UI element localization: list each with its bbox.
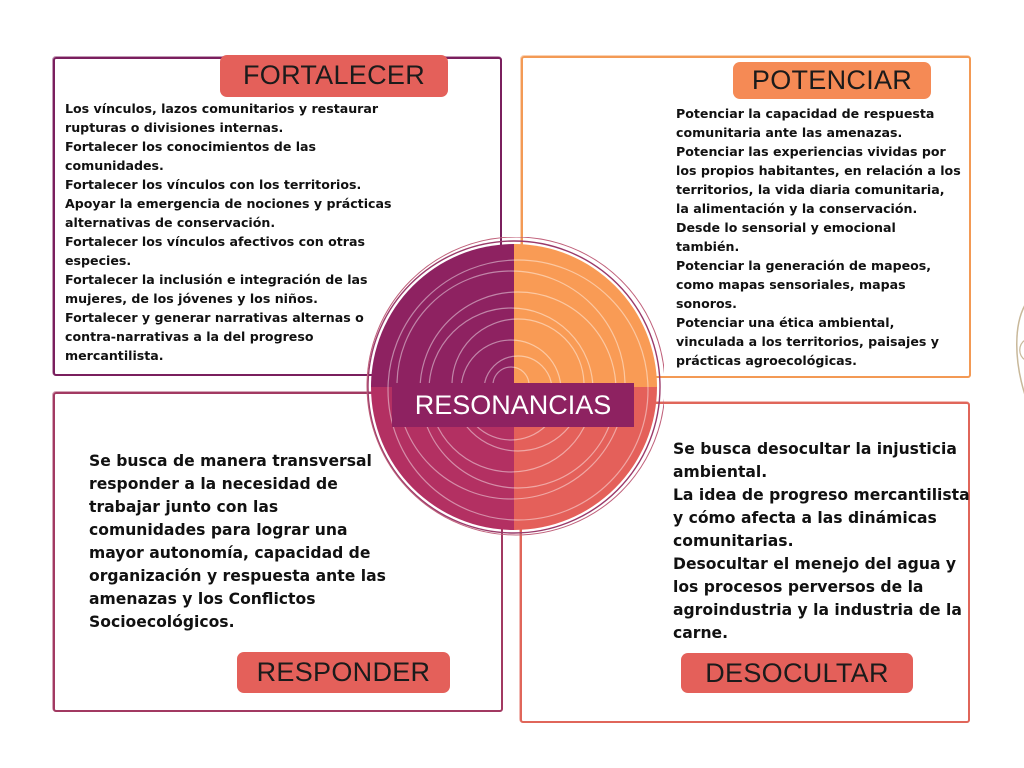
text-line: rupturas o divisiones internas.: [65, 120, 284, 135]
text-line: sonoros.: [676, 296, 737, 311]
text-line: comunidades para lograr una: [89, 521, 348, 539]
text-line: ambiental.: [673, 463, 768, 481]
text-line: Potenciar la generación de mapeos,: [676, 258, 932, 273]
text-line: territorios, la vida diaria comunitaria,: [676, 182, 945, 197]
text-line: comunitarias.: [673, 532, 794, 550]
text-line: Desde lo sensorial y emocional: [676, 220, 896, 235]
text-line: responder a la necesidad de: [89, 475, 338, 493]
text-line: alternativas de conservación.: [65, 215, 276, 230]
text-line: y cómo afecta a las dinámicas: [673, 509, 937, 527]
text-line: los procesos perversos de la: [673, 578, 924, 596]
text-line: Desocultar el menejo del agua y: [673, 555, 957, 573]
leaf-decoration: [1006, 300, 1024, 400]
text-line: prácticas agroecológicas.: [676, 353, 857, 368]
text-line: mercantilista.: [65, 348, 164, 363]
text-line: los propios habitantes, en relación a los: [676, 163, 961, 178]
text-line: contra-narrativas a la del progreso: [65, 329, 314, 344]
text-line: vinculada a los territorios, paisajes y: [676, 334, 939, 349]
responder-text: [89, 450, 386, 634]
text-line: trabajar junto con las: [89, 498, 279, 516]
responder-label: RESPONDER: [237, 652, 450, 693]
text-line: Se busca desocultar la injusticia: [673, 440, 957, 458]
desocultar-label: DESOCULTAR: [681, 653, 913, 693]
text-line: La idea de progreso mercantilista: [673, 486, 970, 504]
text-line: especies.: [65, 253, 132, 268]
text-line: Fortalecer los vínculos afectivos con otras: [65, 234, 365, 249]
text-line: la alimentación y la conservación.: [676, 201, 918, 216]
text-line: como mapas sensoriales, mapas: [676, 277, 906, 292]
text-line: comunitaria ante las amenazas.: [676, 125, 903, 140]
text-line: Fortalecer los conocimientos de las: [65, 139, 317, 154]
text-line: organización y respuesta ante las: [89, 567, 386, 585]
text-line: Potenciar las experiencias vividas por: [676, 144, 946, 159]
text-line: Los vínculos, lazos comunitarios y restaurar: [65, 101, 379, 116]
desocultar-text: [673, 438, 970, 645]
fortalecer-text: [65, 99, 391, 365]
text-line: Fortalecer la inclusión e integración de las: [65, 272, 368, 287]
text-line: Apoyar la emergencia de nociones y prácticas: [65, 196, 392, 211]
text-line: mayor autonomía, capacidad de: [89, 544, 371, 562]
text-line: Potenciar la capacidad de respuesta: [676, 106, 935, 121]
text-line: Fortalecer y generar narrativas alternas o: [65, 310, 364, 325]
text-line: agroindustria y la industria de la: [673, 601, 962, 619]
potenciar-label: POTENCIAR: [733, 62, 931, 99]
text-line: amenazas y los Conflictos: [89, 590, 316, 608]
text-line: Socioecológicos.: [89, 613, 235, 631]
text-line: comunidades.: [65, 158, 164, 173]
text-line: mujeres, de los jóvenes y los niños.: [65, 291, 318, 306]
text-line: carne.: [673, 624, 729, 642]
center-title: RESONANCIAS: [392, 383, 634, 427]
potenciar-text: [676, 104, 961, 370]
text-line: Se busca de manera transversal: [89, 452, 372, 470]
text-line: Fortalecer los vínculos con los territorios.: [65, 177, 362, 192]
text-line: Potenciar una ética ambiental,: [676, 315, 895, 330]
text-line: también.: [676, 239, 740, 254]
fortalecer-label: FORTALECER: [220, 55, 448, 97]
